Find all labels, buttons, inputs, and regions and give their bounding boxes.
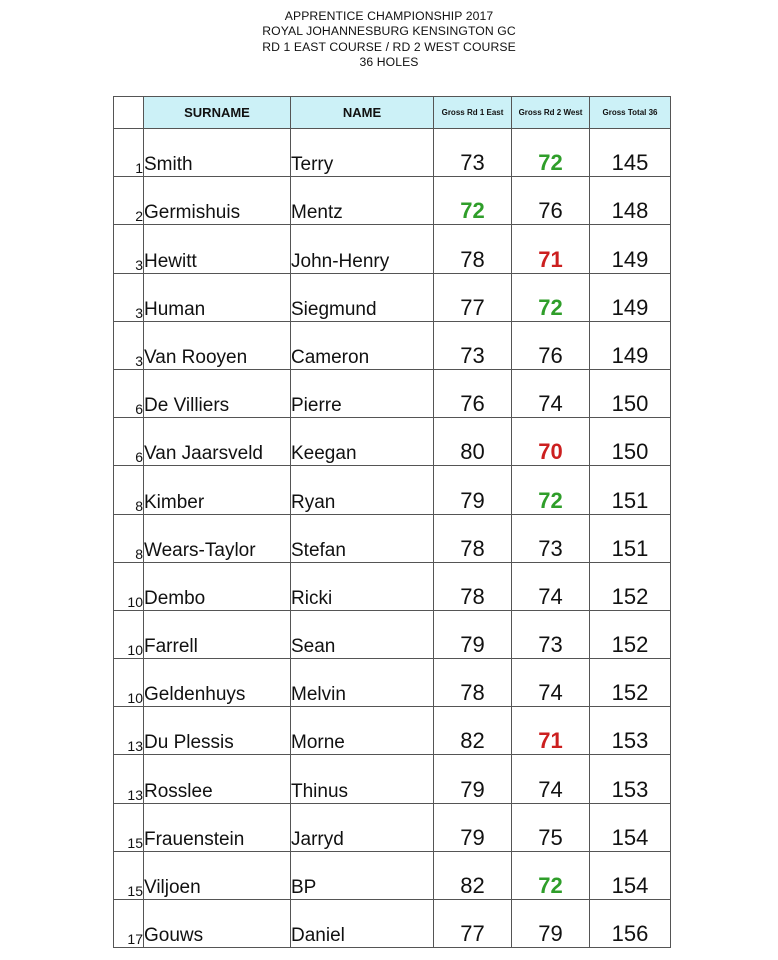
table-row <box>114 273 671 321</box>
surname-cell: Frauenstein <box>144 803 291 851</box>
gross-rd1-cell: 72 <box>434 177 512 225</box>
table-row <box>114 562 671 610</box>
name-cell: Ricki <box>291 562 434 610</box>
surname-cell: Du Plessis <box>144 707 291 755</box>
gross-rd2-cell: 72 <box>512 129 590 177</box>
gross-rd1-cell: 79 <box>434 466 512 514</box>
surname-cell: Kimber <box>144 466 291 514</box>
table-header-row <box>114 97 671 129</box>
name-cell: Stefan <box>291 514 434 562</box>
table-row <box>114 610 671 658</box>
surname-cell: Viljoen <box>144 851 291 899</box>
gross-total-cell: 153 <box>590 707 671 755</box>
gross-rd2-cell: 74 <box>512 562 590 610</box>
gross-rd2-cell: 79 <box>512 900 590 948</box>
surname-cell: Van Rooyen <box>144 321 291 369</box>
position-cell: 8 <box>114 466 144 514</box>
surname-cell: Geldenhuys <box>144 659 291 707</box>
gross-rd1-cell: 77 <box>434 900 512 948</box>
gross-total-cell: 151 <box>590 466 671 514</box>
gross-rd1-cell: 78 <box>434 659 512 707</box>
results-table <box>113 96 671 948</box>
surname-cell: Rosslee <box>144 755 291 803</box>
header-surname: SURNAME <box>144 97 291 129</box>
position-cell: 6 <box>114 369 144 417</box>
header-name: NAME <box>291 97 434 129</box>
gross-total-cell: 153 <box>590 755 671 803</box>
name-cell: Sean <box>291 610 434 658</box>
table-row <box>114 755 671 803</box>
table-row <box>114 177 671 225</box>
gross-rd2-cell: 73 <box>512 514 590 562</box>
gross-rd1-cell: 82 <box>434 851 512 899</box>
gross-rd2-cell: 72 <box>512 466 590 514</box>
gross-rd1-cell: 79 <box>434 803 512 851</box>
gross-total-cell: 152 <box>590 562 671 610</box>
header-gross-rd2: Gross Rd 2 West <box>512 97 590 129</box>
surname-cell: Farrell <box>144 610 291 658</box>
gross-rd2-cell: 74 <box>512 755 590 803</box>
surname-cell: Smith <box>144 129 291 177</box>
table-row <box>114 225 671 273</box>
gross-rd1-cell: 77 <box>434 273 512 321</box>
gross-total-cell: 151 <box>590 514 671 562</box>
gross-rd2-cell: 76 <box>512 177 590 225</box>
name-cell: Siegmund <box>291 273 434 321</box>
table-row <box>114 514 671 562</box>
course-subtitle: RD 1 EAST COURSE / RD 2 WEST COURSE <box>262 39 516 54</box>
gross-total-cell: 145 <box>590 129 671 177</box>
name-cell: Daniel <box>291 900 434 948</box>
gross-total-cell: 154 <box>590 851 671 899</box>
results-body <box>114 129 671 948</box>
gross-rd2-cell: 74 <box>512 369 590 417</box>
position-cell: 8 <box>114 514 144 562</box>
surname-cell: De Villiers <box>144 369 291 417</box>
position-cell: 13 <box>114 707 144 755</box>
gross-total-cell: 148 <box>590 177 671 225</box>
gross-total-cell: 149 <box>590 321 671 369</box>
gross-rd2-cell: 70 <box>512 418 590 466</box>
table-row <box>114 900 671 948</box>
position-cell: 1 <box>114 129 144 177</box>
table-row <box>114 851 671 899</box>
gross-total-cell: 149 <box>590 225 671 273</box>
table-row <box>114 369 671 417</box>
gross-total-cell: 150 <box>590 369 671 417</box>
surname-cell: Wears-Taylor <box>144 514 291 562</box>
gross-rd1-cell: 82 <box>434 707 512 755</box>
gross-rd1-cell: 78 <box>434 562 512 610</box>
name-cell: Keegan <box>291 418 434 466</box>
gross-rd2-cell: 71 <box>512 707 590 755</box>
position-cell: 15 <box>114 851 144 899</box>
gross-total-cell: 152 <box>590 610 671 658</box>
name-cell: Jarryd <box>291 803 434 851</box>
header-gross-rd1: Gross Rd 1 East <box>434 97 512 129</box>
table-row <box>114 466 671 514</box>
surname-cell: Germishuis <box>144 177 291 225</box>
name-cell: BP <box>291 851 434 899</box>
gross-rd1-cell: 73 <box>434 129 512 177</box>
surname-cell: Gouws <box>144 900 291 948</box>
table-row <box>114 129 671 177</box>
table-row <box>114 707 671 755</box>
name-cell: Terry <box>291 129 434 177</box>
gross-rd2-cell: 73 <box>512 610 590 658</box>
gross-rd2-cell: 75 <box>512 803 590 851</box>
gross-rd1-cell: 78 <box>434 225 512 273</box>
championship-title: APPRENTICE CHAMPIONSHIP 2017 <box>284 9 494 23</box>
gross-rd1-cell: 73 <box>434 321 512 369</box>
gross-total-cell: 154 <box>590 803 671 851</box>
table-row <box>114 803 671 851</box>
gross-total-cell: 156 <box>590 900 671 948</box>
gross-rd2-cell: 72 <box>512 273 590 321</box>
position-cell: 6 <box>114 418 144 466</box>
name-cell: Mentz <box>291 177 434 225</box>
table-row <box>114 659 671 707</box>
gross-rd1-cell: 79 <box>434 610 512 658</box>
header-gross-total: Gross Total 36 <box>590 97 671 129</box>
document-header <box>0 9 778 70</box>
name-cell: Thinus <box>291 755 434 803</box>
name-cell: Morne <box>291 707 434 755</box>
gross-rd1-cell: 76 <box>434 369 512 417</box>
position-cell: 3 <box>114 321 144 369</box>
position-cell: 13 <box>114 755 144 803</box>
name-cell: Ryan <box>291 466 434 514</box>
gross-total-cell: 150 <box>590 418 671 466</box>
name-cell: Pierre <box>291 369 434 417</box>
name-cell: Cameron <box>291 321 434 369</box>
gross-rd2-cell: 71 <box>512 225 590 273</box>
holes-subtitle: 36 HOLES <box>359 54 419 69</box>
gross-rd2-cell: 74 <box>512 659 590 707</box>
surname-cell: Hewitt <box>144 225 291 273</box>
position-cell: 3 <box>114 225 144 273</box>
table-row <box>114 418 671 466</box>
position-cell: 15 <box>114 803 144 851</box>
gross-rd1-cell: 78 <box>434 514 512 562</box>
gross-total-cell: 149 <box>590 273 671 321</box>
position-cell: 10 <box>114 562 144 610</box>
position-cell: 3 <box>114 273 144 321</box>
gross-rd2-cell: 76 <box>512 321 590 369</box>
surname-cell: Human <box>144 273 291 321</box>
name-cell: John-Henry <box>291 225 434 273</box>
surname-cell: Dembo <box>144 562 291 610</box>
gross-rd2-cell: 72 <box>512 851 590 899</box>
surname-cell: Van Jaarsveld <box>144 418 291 466</box>
position-cell: 2 <box>114 177 144 225</box>
name-cell: Melvin <box>291 659 434 707</box>
position-cell: 10 <box>114 610 144 658</box>
venue-title: ROYAL JOHANNESBURG KENSINGTON GC <box>262 24 516 39</box>
position-cell: 10 <box>114 659 144 707</box>
position-cell: 17 <box>114 900 144 948</box>
gross-rd1-cell: 79 <box>434 755 512 803</box>
header-position <box>114 97 144 129</box>
table-row <box>114 321 671 369</box>
gross-total-cell: 152 <box>590 659 671 707</box>
gross-rd1-cell: 80 <box>434 418 512 466</box>
